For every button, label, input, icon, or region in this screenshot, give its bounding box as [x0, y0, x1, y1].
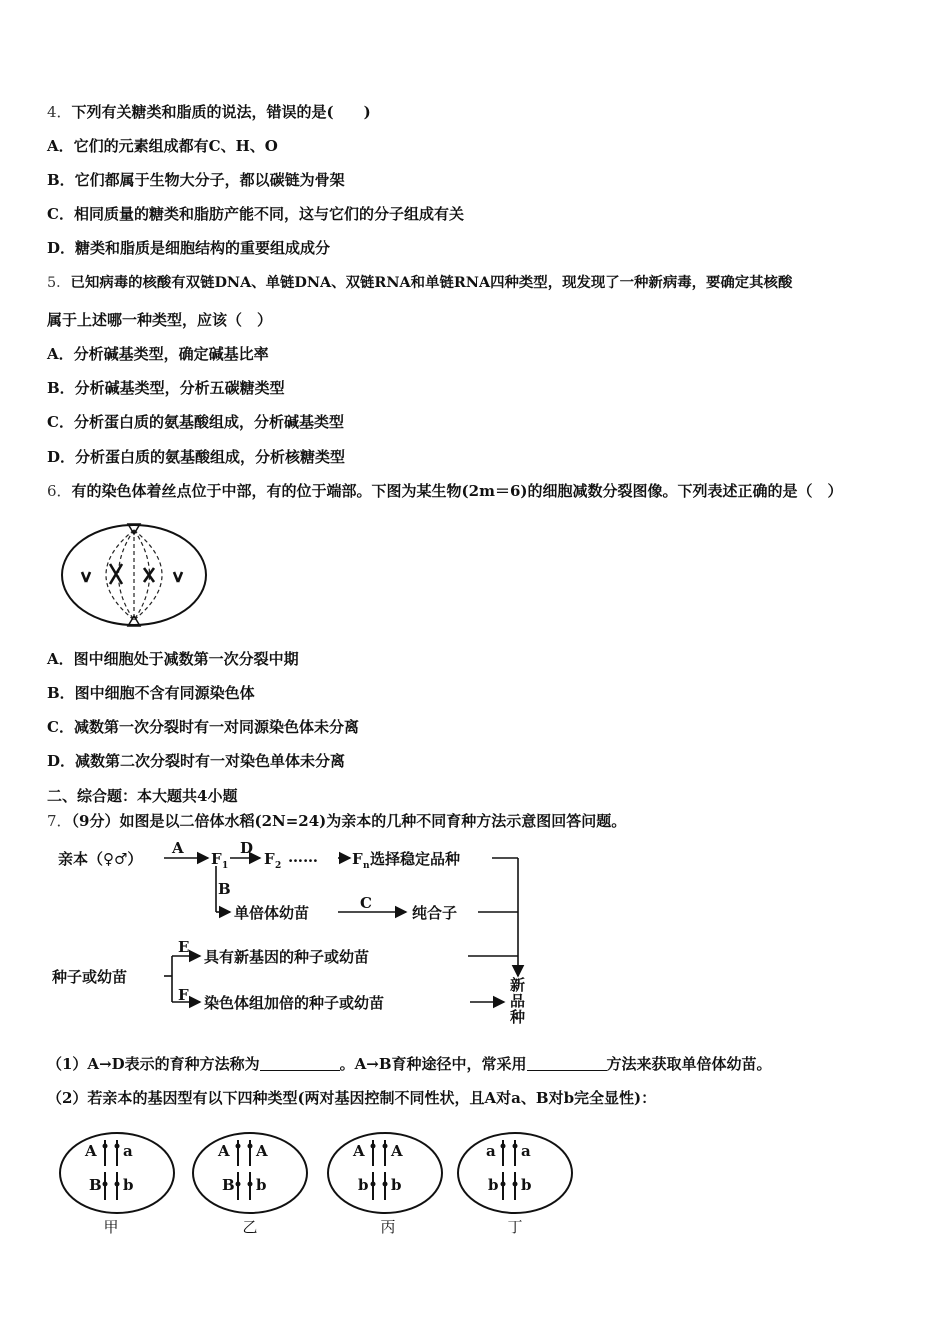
diagram-newgene: 具有新基因的种子或幼苗 — [204, 948, 370, 966]
cell-ding-gene-top-right: a — [521, 1142, 531, 1160]
diagram-f2-sub: 2 — [275, 861, 282, 871]
q4-option-d: D．糖类和脂质是细胞结构的重要组成成分 — [47, 239, 331, 257]
cell-yi-gene-bottom-right: b — [256, 1176, 267, 1194]
q4-number: 4． — [47, 103, 72, 121]
q5-option-c: C．分析蛋白质的氨基酸组成，分析碱基类型 — [47, 413, 344, 431]
q4-option-c: C．相同质量的糖类和脂肪产能不同，这与它们的分子组成有关 — [47, 205, 464, 223]
diagram-fn-sub: n — [363, 861, 370, 871]
diagram-pure: 纯合子 — [412, 904, 458, 922]
genotype-cells-figure — [55, 1128, 580, 1240]
diagram-dots: …… — [288, 848, 318, 866]
diagram-label-c: C — [360, 894, 372, 912]
cell-yi-gene-bottom-left: B — [222, 1176, 235, 1194]
q5-option-a: A．分析碱基类型，确定碱基比率 — [47, 345, 269, 363]
q5-option-b: B．分析碱基类型，分析五碳糖类型 — [47, 379, 285, 397]
q6-option-c: C．减数第一次分裂时有一对同源染色体未分离 — [47, 718, 359, 736]
q5-stem-line2: 属于上述哪一种类型，应该（ ） — [47, 311, 273, 329]
q7-part1-a: （1）A→D表示的育种方法称为 — [47, 1055, 260, 1073]
q6-option-a: A．图中细胞处于减数第一次分裂中期 — [47, 650, 299, 668]
diagram-haploid: 单倍体幼苗 — [234, 904, 310, 922]
diagram-f2: F — [264, 850, 275, 868]
cell-ding-label: 丁 — [507, 1218, 523, 1236]
q7-part1 — [47, 1054, 772, 1074]
q4-option-a: A．它们的元素组成都有C、H、O — [47, 137, 278, 155]
q6-stem — [47, 481, 843, 501]
cell-yi-gene-top-right: A — [256, 1142, 268, 1160]
q6-option-b: B．图中细胞不含有同源染色体 — [47, 684, 255, 702]
q7-number: 7． — [47, 812, 72, 830]
cell-jia-label: 甲 — [103, 1218, 119, 1236]
q7-part1-b: 。A→B育种途径中，常采用 — [339, 1055, 527, 1073]
q5-option-d: D．分析蛋白质的氨基酸组成，分析核糖类型 — [47, 448, 346, 466]
diagram-new-variety-3: 种 — [510, 1008, 526, 1026]
cell-jia-gene-top-right: a — [123, 1142, 133, 1160]
q4-stem — [47, 102, 371, 122]
answer-blank-1[interactable] — [260, 1056, 340, 1071]
spindle-cell-figure — [58, 520, 210, 630]
q4-stem-text: 下列有关糖类和脂质的说法，错误的是( ) — [71, 103, 371, 121]
diagram-label-b: B — [218, 880, 231, 898]
diagram-new-variety-1: 新 — [510, 976, 526, 994]
diagram-label-e: E — [178, 938, 190, 956]
q7-part2: （2）若亲本的基因型有以下四种类型(两对基因控制不同性状，且A对a、B对b完全显性)： — [47, 1089, 657, 1107]
section2-heading: 二、综合题：本大题共4小题 — [47, 787, 238, 805]
diagram-parent: 亲本（♀♂） — [58, 850, 143, 868]
q6-stem-text: 有的染色体着丝点位于中部，有的位于端部。下图为某生物(2m＝6)的细胞减数分裂图像。下列表述正确的是（ ） — [71, 482, 843, 500]
cell-ding-gene-bottom-left: b — [488, 1176, 499, 1194]
answer-blank-2[interactable] — [527, 1056, 607, 1071]
cell-ding-gene-top-left: a — [486, 1142, 496, 1160]
q7-stem — [47, 811, 626, 831]
cell-jia-gene-top-left: A — [85, 1142, 97, 1160]
cell-yi-gene-top-left: A — [218, 1142, 230, 1160]
cell-yi-label: 乙 — [242, 1218, 258, 1236]
diagram-seed: 种子或幼苗 — [52, 968, 128, 986]
cell-bing-gene-top-right: A — [391, 1142, 403, 1160]
q4-option-b: B．它们都属于生物大分子，都以碳链为骨架 — [47, 171, 345, 189]
cell-bing-gene-bottom-left: b — [358, 1176, 369, 1194]
q5-stem-line1 — [47, 273, 792, 293]
diagram-f1-sub: 1 — [222, 861, 229, 871]
q5-stem-text: 已知病毒的核酸有双链DNA、单链DNA、双链RNA和单链RNA四种类型，现发现了一种新病毒，要确定其核酸 — [70, 274, 793, 291]
cell-ding-gene-bottom-right: b — [521, 1176, 532, 1194]
diagram-f1: F — [211, 850, 222, 868]
q5-number: 5． — [47, 275, 71, 291]
diagram-doubled: 染色体组加倍的种子或幼苗 — [204, 994, 385, 1012]
diagram-fn: F — [352, 850, 363, 868]
diagram-new-variety-2: 品 — [510, 992, 526, 1010]
cell-bing-gene-top-left: A — [353, 1142, 365, 1160]
cell-jia-gene-bottom-right: b — [123, 1176, 134, 1194]
q7-part1-c: 方法来获取单倍体幼苗。 — [606, 1055, 772, 1073]
cell-bing-label: 丙 — [380, 1218, 396, 1236]
cell-jia-gene-bottom-left: B — [89, 1176, 102, 1194]
cell-bing-gene-bottom-right: b — [391, 1176, 402, 1194]
breeding-methods-diagram — [48, 840, 538, 1030]
q6-option-d: D．减数第二次分裂时有一对染色单体未分离 — [47, 752, 346, 770]
diagram-label-f: F — [178, 986, 189, 1004]
diagram-label-d: D — [240, 840, 254, 857]
q7-stem-text: （9分）如图是以二倍体水稻(2N=24)为亲本的几种不同育种方法示意图回答问题。 — [71, 812, 627, 830]
q6-number: 6． — [47, 482, 72, 500]
diagram-select: 选择稳定品种 — [370, 850, 461, 868]
diagram-label-a: A — [172, 840, 184, 857]
